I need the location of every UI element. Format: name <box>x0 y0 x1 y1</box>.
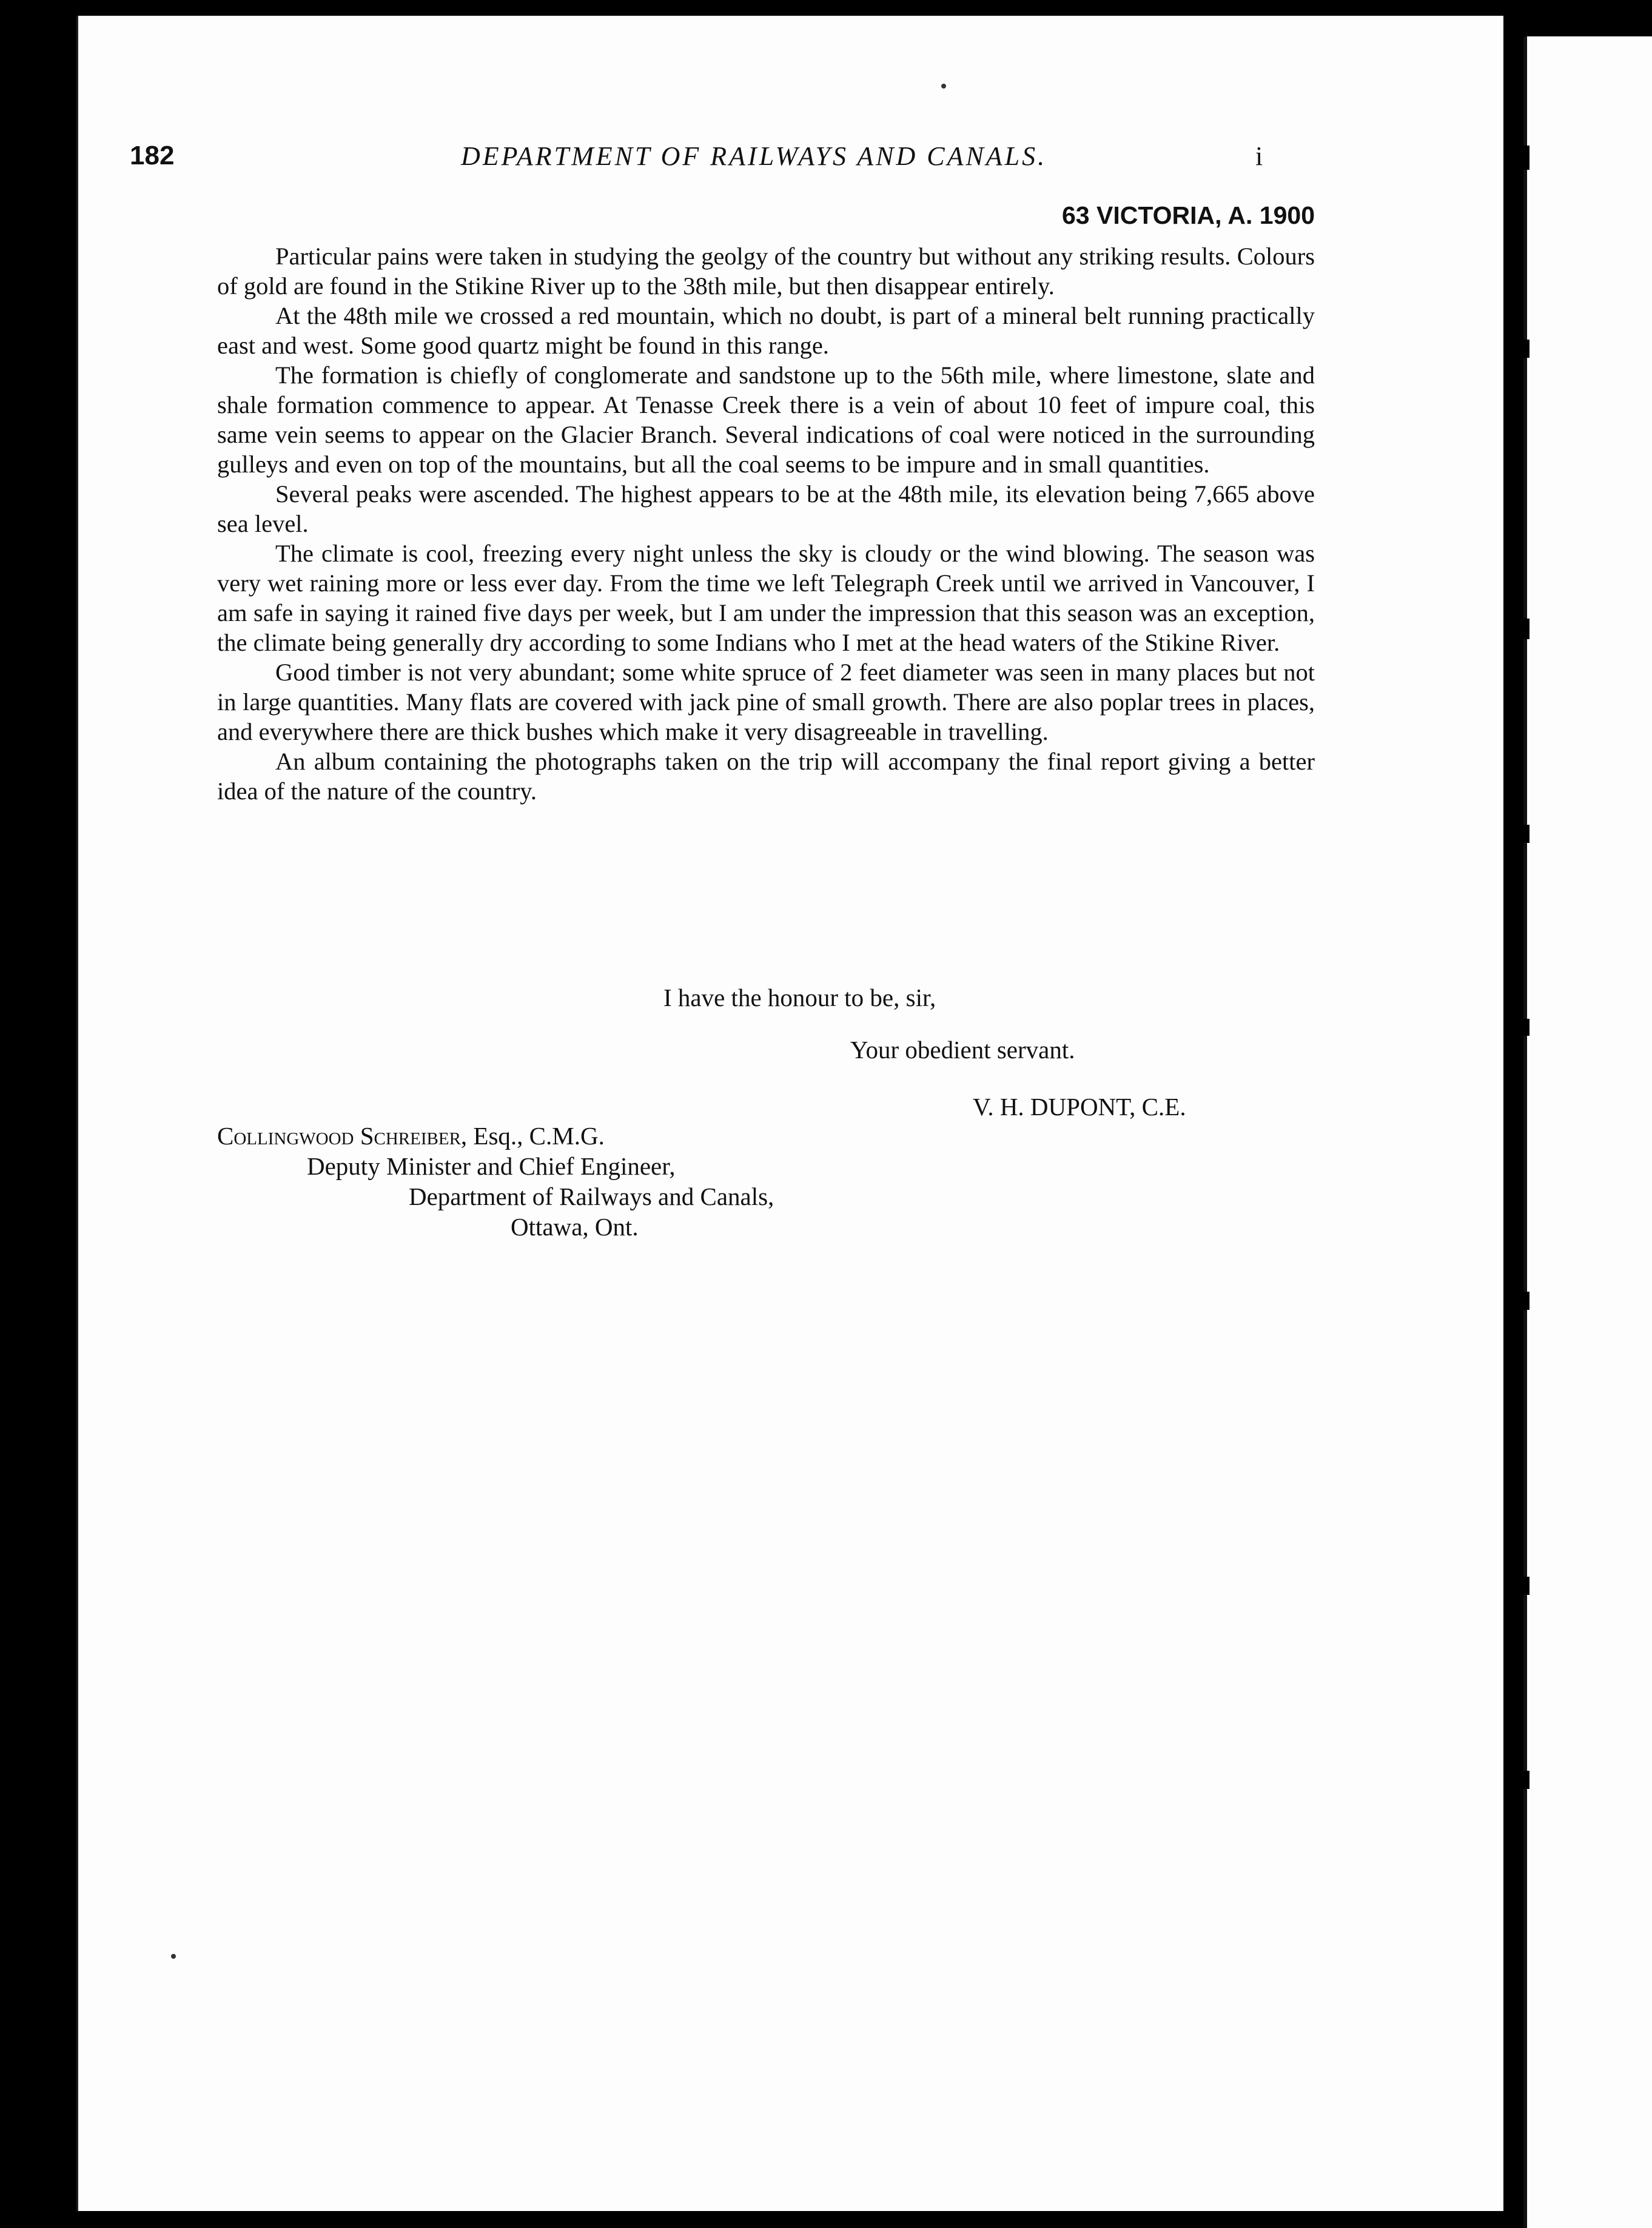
adjacent-page-edge <box>1523 36 1652 2228</box>
header-mark: i <box>1255 141 1263 171</box>
paragraph: An album containing the photographs taken on the trip will accompany the final report giving a better idea of the nature of the country. <box>217 748 1315 805</box>
binding-mark <box>1521 1771 1529 1789</box>
binding-mark <box>1521 146 1529 170</box>
running-header: DEPARTMENT OF RAILWAYS AND CANALS. <box>461 141 1047 171</box>
binding-mark <box>1521 1577 1529 1595</box>
paragraph: Good timber is not very abundant; some white spruce of 2 feet diameter was seen in many places but not in large quantities. Many flats are covered with jack pine of small growth. There are also poplar trees in places, and everywhere there are thick bushes which make it very disagreeable in travelling. <box>217 659 1315 745</box>
speck <box>941 84 946 89</box>
addressee-line: Deputy Minister and Chief Engineer, <box>307 1152 676 1180</box>
binding-mark <box>1521 1292 1529 1310</box>
addressee-line: Department of Railways and Canals, <box>409 1183 774 1210</box>
paragraph: Several peaks were ascended. The highest appears to be at the 48th mile, its elevation being 7,665 above sea level. <box>217 480 1315 537</box>
speck <box>171 1954 176 1959</box>
paragraph: Particular pains were taken in studying the geolgy of the country but without any striking results. Colours of gold are found in the Stikine River up to the 38th mile, but then disappear entirely. <box>217 243 1315 300</box>
addressee-surname: Collingwood Schreiber <box>217 1122 461 1150</box>
closing-servant: Your obedient servant. <box>850 1036 1075 1064</box>
paragraph: The climate is cool, freezing every night unless the sky is cloudy or the wind blowing. The season was very wet raining more or less ever day. From the time we left Telegraph Creek until we arrived in Vancouver, I am safe in saying it rained five days per week, but I am under the impression that this season was an exception, the climate being generally dry according to some Indians who I met at the head waters of the Stikine River. <box>217 540 1315 656</box>
addressee-line: Ottawa, Ont. <box>511 1213 639 1241</box>
binding-mark <box>1521 825 1529 843</box>
paragraph: At the 48th mile we crossed a red mountain, which no doubt, is part of a mineral belt running practically east and west. Some good quartz might be found in this range. <box>217 302 1315 359</box>
addressee-name <box>217 1121 605 1151</box>
closing-honour: I have the honour to be, sir, <box>663 984 936 1012</box>
letter-body <box>217 241 1315 806</box>
session-label: 63 VICTORIA, A. 1900 <box>1061 201 1315 229</box>
paragraph: The formation is chiefly of conglomerate and sandstone up to the 56th mile, where limestone, slate and shale formation commence to appear. At Tenasse Creek there is a vein of about 10 feet of impure coal, this same vein seems to appear on the Glacier Branch. Several indications of coal were noticed in the surrounding gulleys and even on top of the mountains, but all the coal seems to be impure and in small quantities. <box>217 361 1315 478</box>
page-number: 182 <box>130 141 175 170</box>
binding-mark <box>1521 619 1529 639</box>
signature: V. H. DUPONT, C.E. <box>973 1093 1186 1121</box>
binding-mark <box>1521 340 1529 358</box>
addressee-title: , Esq., C.M.G. <box>460 1122 605 1150</box>
binding-mark <box>1521 1019 1529 1036</box>
